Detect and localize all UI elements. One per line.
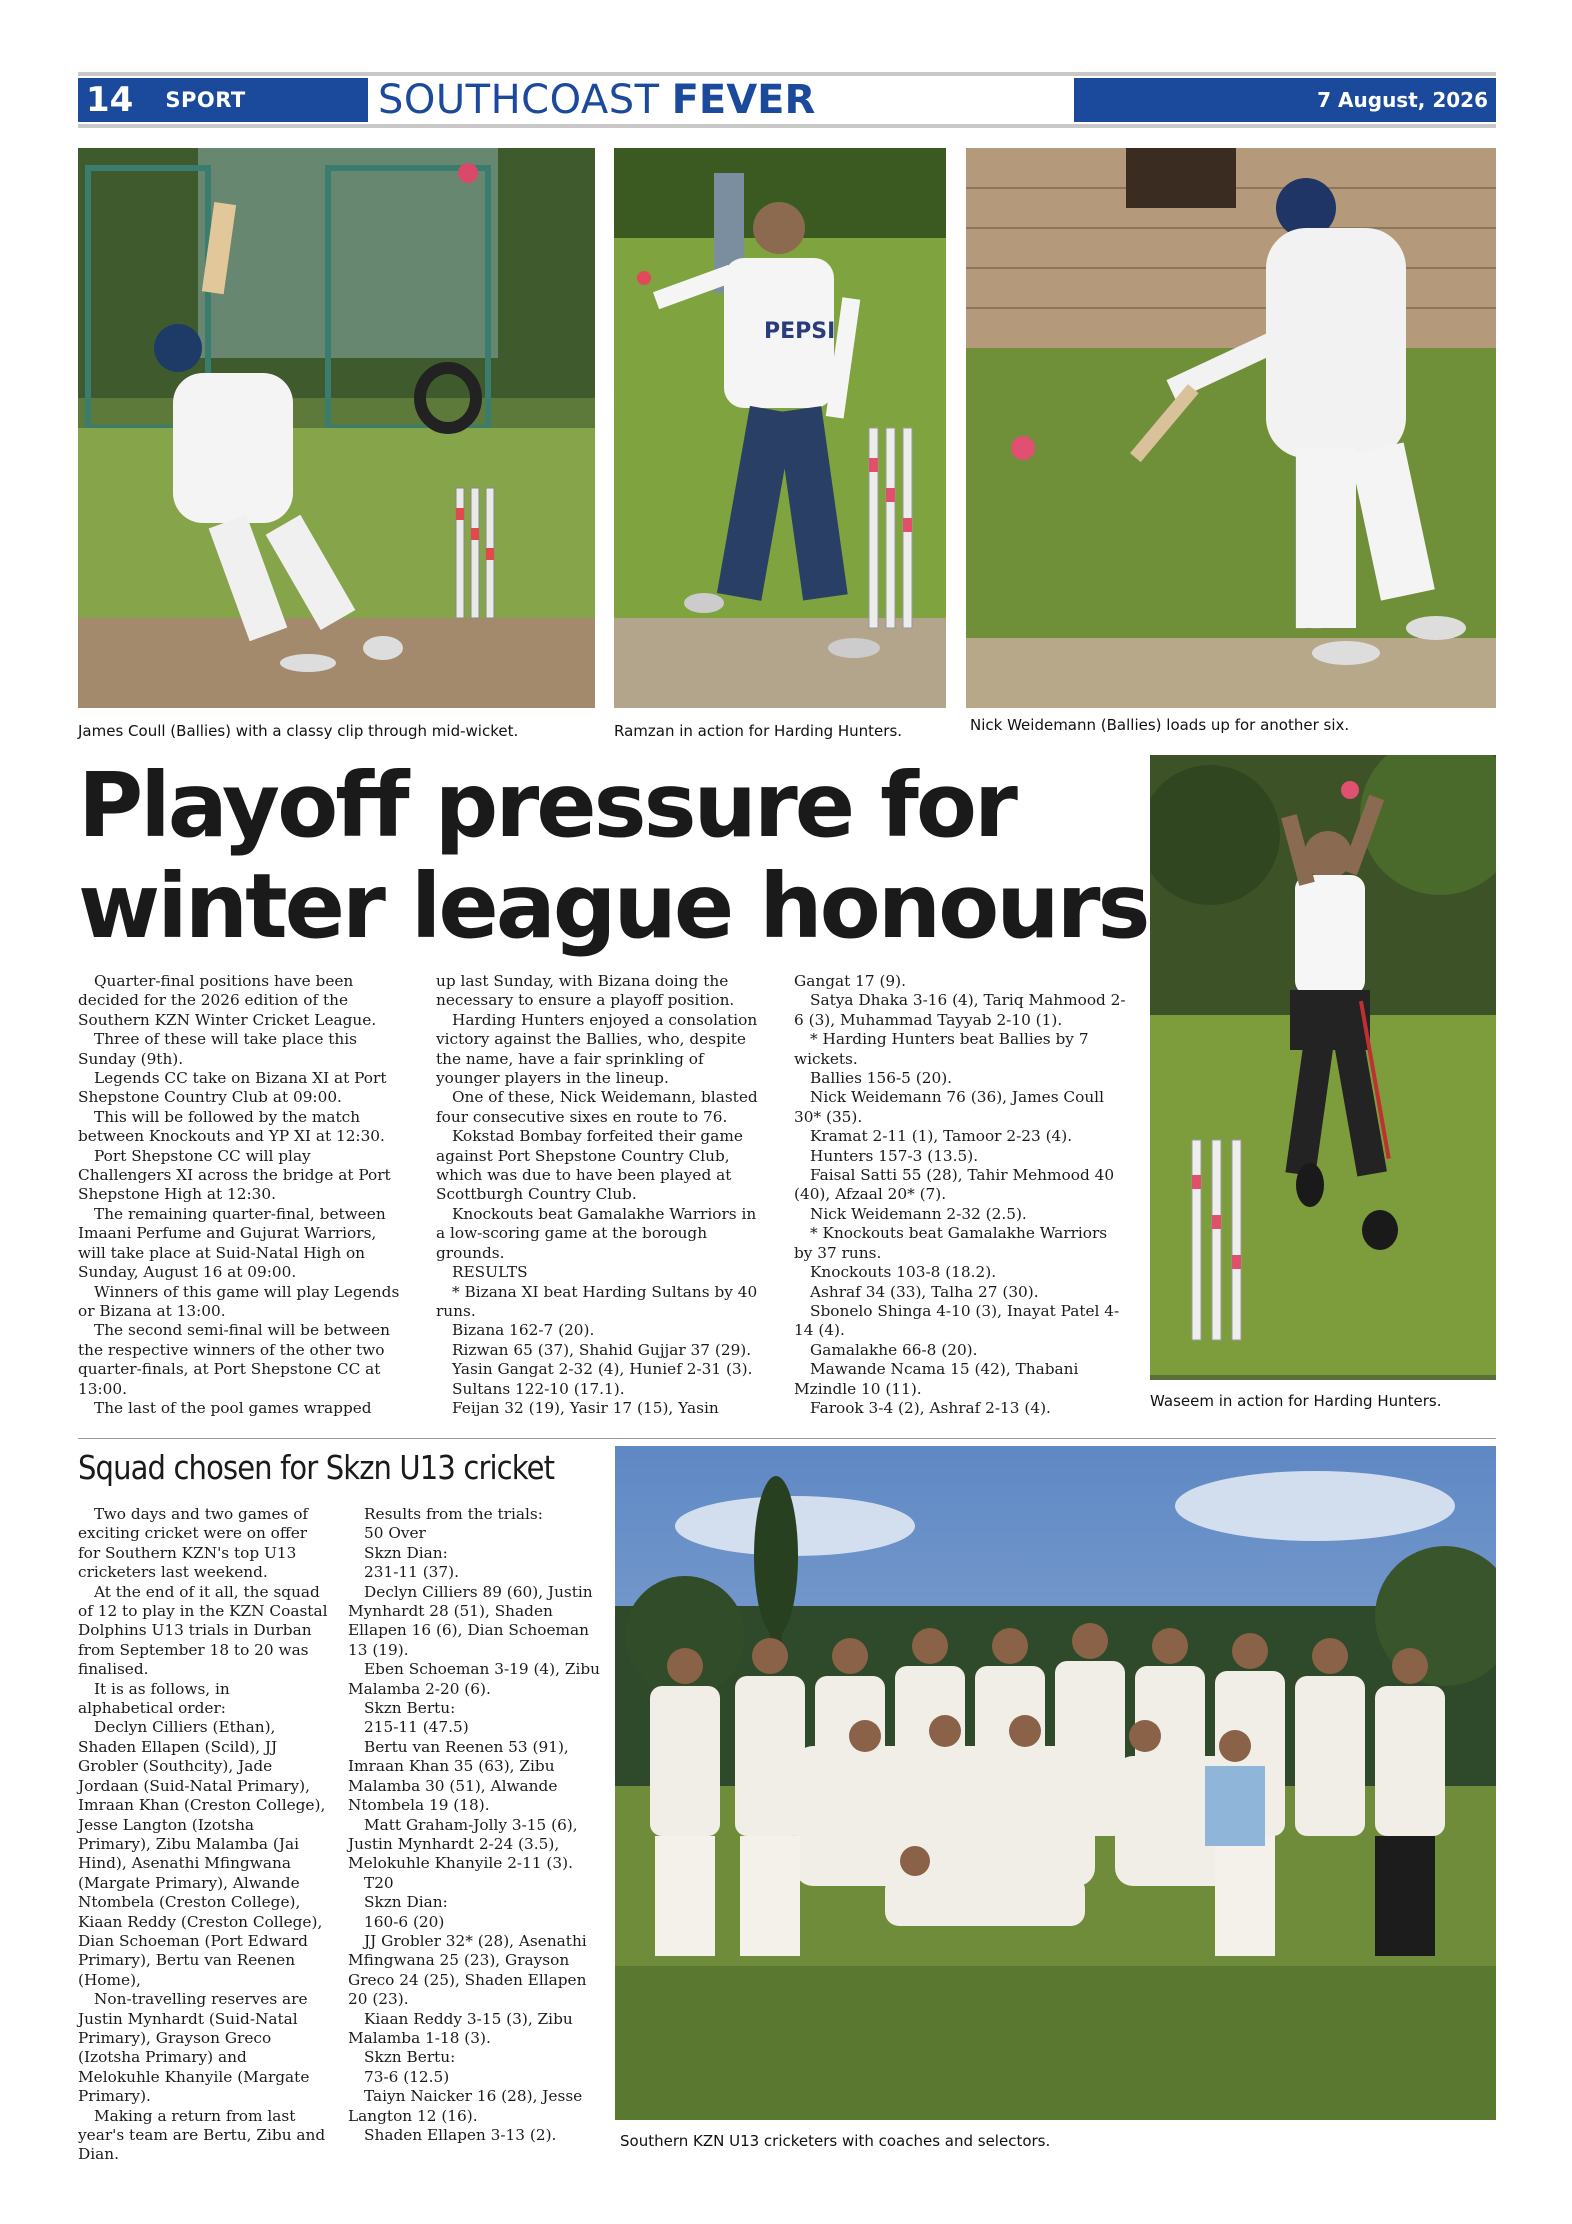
paragraph: The second semi-final will be between the respective winners of the other two quarter-finals, at Port Shepstone CC at 13:00. xyxy=(78,1321,390,1398)
photo-nick-weidemann xyxy=(966,148,1496,708)
paragraph-continued: Gangat 17 (9). xyxy=(794,972,906,990)
paragraph: Bizana 162-7 (20). xyxy=(452,1321,595,1340)
paragraph: Ashraf 34 (33), Talha 27 (30). xyxy=(810,1282,1039,1301)
paragraph: Satya Dhaka 3-16 (4), Tariq Mahmood 2-6 (3), Muhammad Tayyab 2-10 (1). xyxy=(794,991,1126,1029)
paragraph: Winners of this game will play Legends or Bizana at 13:00. xyxy=(78,1282,400,1320)
paragraph: The remaining quarter-final, between Imaani Perfume and Gujurat Warriors, will take place at Suid-Natal High on Sunday, August 16 at 09:00. xyxy=(78,1204,386,1282)
paragraph: At the end of it all, the squad of 12 to play in the KZN Coastal Dolphins U13 trials in Durban from September 18 to 20 was finalised. xyxy=(78,1582,328,1679)
paragraph: Three of these will take place this Sunday (9th). xyxy=(78,1030,357,1068)
caption-u13-team: Southern KZN U13 cricketers with coaches and selectors. xyxy=(620,2132,1051,2150)
paragraph: Yasin Gangat 2-32 (4), Hunief 2-31 (3). xyxy=(452,1360,753,1379)
paragraph-continued: up last Sunday, with Bizana doing the necessary to ensure a playoff position. xyxy=(436,972,735,1010)
caption-james-coull: James Coull (Ballies) with a classy clip through mid-wicket. xyxy=(78,722,519,740)
paragraph: Faisal Satti 55 (28), Tahir Mehmood 40 (40), Afzaal 20* (7). xyxy=(794,1166,1115,1204)
paragraph: Knockouts beat Gamalakhe Warriors in a low-scoring game at the borough grounds. xyxy=(436,1204,757,1262)
paragraph: Kramat 2-11 (1), Tamoor 2-23 (4). xyxy=(810,1127,1073,1146)
issue-date: 7 August, 2026 xyxy=(1317,88,1488,112)
paragraph: 231-11 (37). xyxy=(364,1563,459,1582)
paragraph: Harding Hunters enjoyed a consolation victory against the Ballies, who, despite the name, have a fair sprinkling of younger players in the lineup. xyxy=(436,1010,758,1088)
photo-waseem xyxy=(1150,755,1496,1380)
paragraph: The last of the pool games wrapped xyxy=(94,1398,372,1417)
main-story-column-1 xyxy=(78,972,408,1418)
paragraph: 215-11 (47.5) xyxy=(364,1718,469,1737)
paragraph: Declyn Cilliers 89 (60), Justin Mynhardt 28 (51), Shaden Ellapen 16 (6), Dian Schoeman 13 (19). xyxy=(348,1582,593,1659)
main-story-column-3 xyxy=(794,972,1130,1418)
paragraph: Mawande Ncama 15 (42), Thabani Mzindle 10 (11). xyxy=(794,1360,1079,1398)
page-number: 14 xyxy=(86,80,134,120)
paragraph: Port Shepstone CC will play Challengers XI across the bridge at Port Shepstone High at 12:30. xyxy=(78,1146,391,1204)
paragraph: Sultans 122-10 (17.1). xyxy=(452,1379,625,1398)
publication-title-bold: FEVER xyxy=(671,77,816,123)
main-headline-line-2: winter league honours xyxy=(78,854,1148,958)
publication-title-thin: SOUTHCOAST xyxy=(378,77,660,123)
caption-waseem: Waseem in action for Harding Hunters. xyxy=(1150,1392,1442,1410)
paragraph: Shaden Ellapen 3-13 (2). xyxy=(364,2126,557,2144)
paragraph: Quarter-final positions have been decided for the 2026 edition of the Southern KZN Winter Cricket League. xyxy=(78,972,377,1029)
paragraph: Results from the trials: xyxy=(364,1505,543,1523)
photo-james-coull xyxy=(78,148,595,708)
paragraph: This will be followed by the match between Knockouts and YP XI at 12:30. xyxy=(78,1107,385,1146)
paragraph: Skzn Dian: xyxy=(364,1543,448,1562)
masthead xyxy=(78,72,1496,128)
masthead-rule-bottom xyxy=(78,124,1496,128)
publication-title xyxy=(370,76,815,124)
paragraph: Eben Schoeman 3-19 (4), Zibu Malamba 2-20 (6). xyxy=(348,1660,601,1698)
masthead-left-bar xyxy=(78,78,368,122)
main-headline xyxy=(78,755,1148,957)
paragraph: Matt Graham-Jolly 3-15 (6), Justin Mynhardt 2-24 (3.5), Melokuhle Khanyile 2-11 (3). xyxy=(348,1815,578,1873)
paragraph: JJ Grobler 32* (28), Asenathi Mfingwana 25 (23), Grayson Greco 24 (25), Shaden Ellapen 20 (23). xyxy=(348,1931,587,2009)
paragraph: * Bizana XI beat Harding Sultans by 40 runs. xyxy=(436,1282,758,1320)
paragraph: Legends CC take on Bizana XI at Port Shepstone Country Club at 09:00. xyxy=(78,1069,387,1107)
paragraph: Knockouts 103-8 (18.2). xyxy=(810,1263,997,1282)
paragraph: Ballies 156-5 (20). xyxy=(810,1069,953,1088)
paragraph: Rizwan 65 (37), Shahid Gujjar 37 (29). xyxy=(452,1340,752,1359)
paragraph: 160-6 (20) xyxy=(364,1912,445,1931)
section-label: SPORT xyxy=(165,88,246,112)
section-divider xyxy=(78,1438,1496,1439)
masthead-right-bar xyxy=(1074,78,1496,122)
squad-story-column-2 xyxy=(348,1505,602,2145)
paragraph: Feijan 32 (19), Yasir 17 (15), Yasin xyxy=(452,1398,719,1417)
paragraph: Gamalakhe 66-8 (20). xyxy=(810,1340,978,1359)
pepsi-shirt-text: PEPSI xyxy=(764,319,836,344)
paragraph: RESULTS xyxy=(452,1263,528,1282)
paragraph: Declyn Cilliers (Ethan), Shaden Ellapen (Scild), JJ Grobler (Southcity), Jade Jordaan (Suid-Natal Primary), Imraan Khan (Creston College), Jesse Langton (Izotsha Primary), Zibu Malamba (Jai Hind), Asenathi Mfingwana (Margate Primary), Alwande Ntombela (Creston College), Kiaan Reddy (Creston College), Dian Schoeman (Port Edward Primary), Bertu van Reenen (Home), xyxy=(78,1718,326,1989)
paragraph: 73-6 (12.5) xyxy=(364,2067,450,2086)
main-story-column-2 xyxy=(436,972,766,1418)
paragraph: Bertu van Reenen 53 (91), Imraan Khan 35 (63), Zibu Malamba 30 (51), Alwande Ntombela 19 (18). xyxy=(348,1737,569,1815)
paragraph: Non-travelling reserves are Justin Mynhardt (Suid-Natal Primary), Grayson Greco (Izotsha Primary) and Melokuhle Khanyile (Margate Primary). xyxy=(78,1990,310,2106)
paragraph: Kiaan Reddy 3-15 (3), Zibu Malamba 1-18 (3). xyxy=(348,2009,573,2047)
caption-ramzan: Ramzan in action for Harding Hunters. xyxy=(614,722,903,740)
paragraph: * Harding Hunters beat Ballies by 7 wickets. xyxy=(794,1030,1089,1068)
paragraph: Taiyn Naicker 16 (28), Jesse Langton 12 (16). xyxy=(348,2087,583,2125)
paragraph: 50 Over xyxy=(364,1524,426,1543)
caption-nick-weidemann: Nick Weidemann (Ballies) loads up for another six. xyxy=(970,716,1350,734)
squad-headline: Squad chosen for Skzn U13 cricket xyxy=(78,1448,555,1487)
paragraph: Farook 3-4 (2), Ashraf 2-13 (4). xyxy=(810,1398,1051,1417)
paragraph: Making a return from last year's team are Bertu, Zibu and Dian. xyxy=(78,2106,326,2164)
squad-story-column-1 xyxy=(78,1505,328,2165)
paragraph: Skzn Bertu: xyxy=(364,2048,456,2067)
paragraph: One of these, Nick Weidemann, blasted four consecutive sixes en route to 76. xyxy=(436,1088,758,1126)
paragraph: Sbonelo Shinga 4-10 (3), Inayat Patel 4-14 (4). xyxy=(794,1301,1120,1340)
paragraph: T20 xyxy=(364,1873,394,1892)
photo-ramzan xyxy=(614,148,946,708)
main-headline-line-1: Playoff pressure for xyxy=(78,753,1015,857)
photo-u13-team xyxy=(615,1446,1496,2120)
paragraph: Nick Weidemann 2-32 (2.5). xyxy=(810,1204,1027,1223)
paragraph: Two days and two games of exciting cricket were on offer for Southern KZN's top U13 cricketers last weekend. xyxy=(78,1505,309,1582)
paragraph: It is as follows, in alphabetical order: xyxy=(78,1679,230,1718)
paragraph: Skzn Dian: xyxy=(364,1893,448,1912)
paragraph: Nick Weidemann 76 (36), James Coull 30* (35). xyxy=(794,1088,1104,1126)
paragraph: * Knockouts beat Gamalakhe Warriors by 37 runs. xyxy=(794,1224,1108,1262)
paragraph: Hunters 157-3 (13.5). xyxy=(810,1146,979,1165)
paragraph: Skzn Bertu: xyxy=(364,1699,456,1718)
paragraph: Kokstad Bombay forfeited their game against Port Shepstone Country Club, which was due to have been played at Scottburgh Country Club. xyxy=(436,1127,743,1204)
